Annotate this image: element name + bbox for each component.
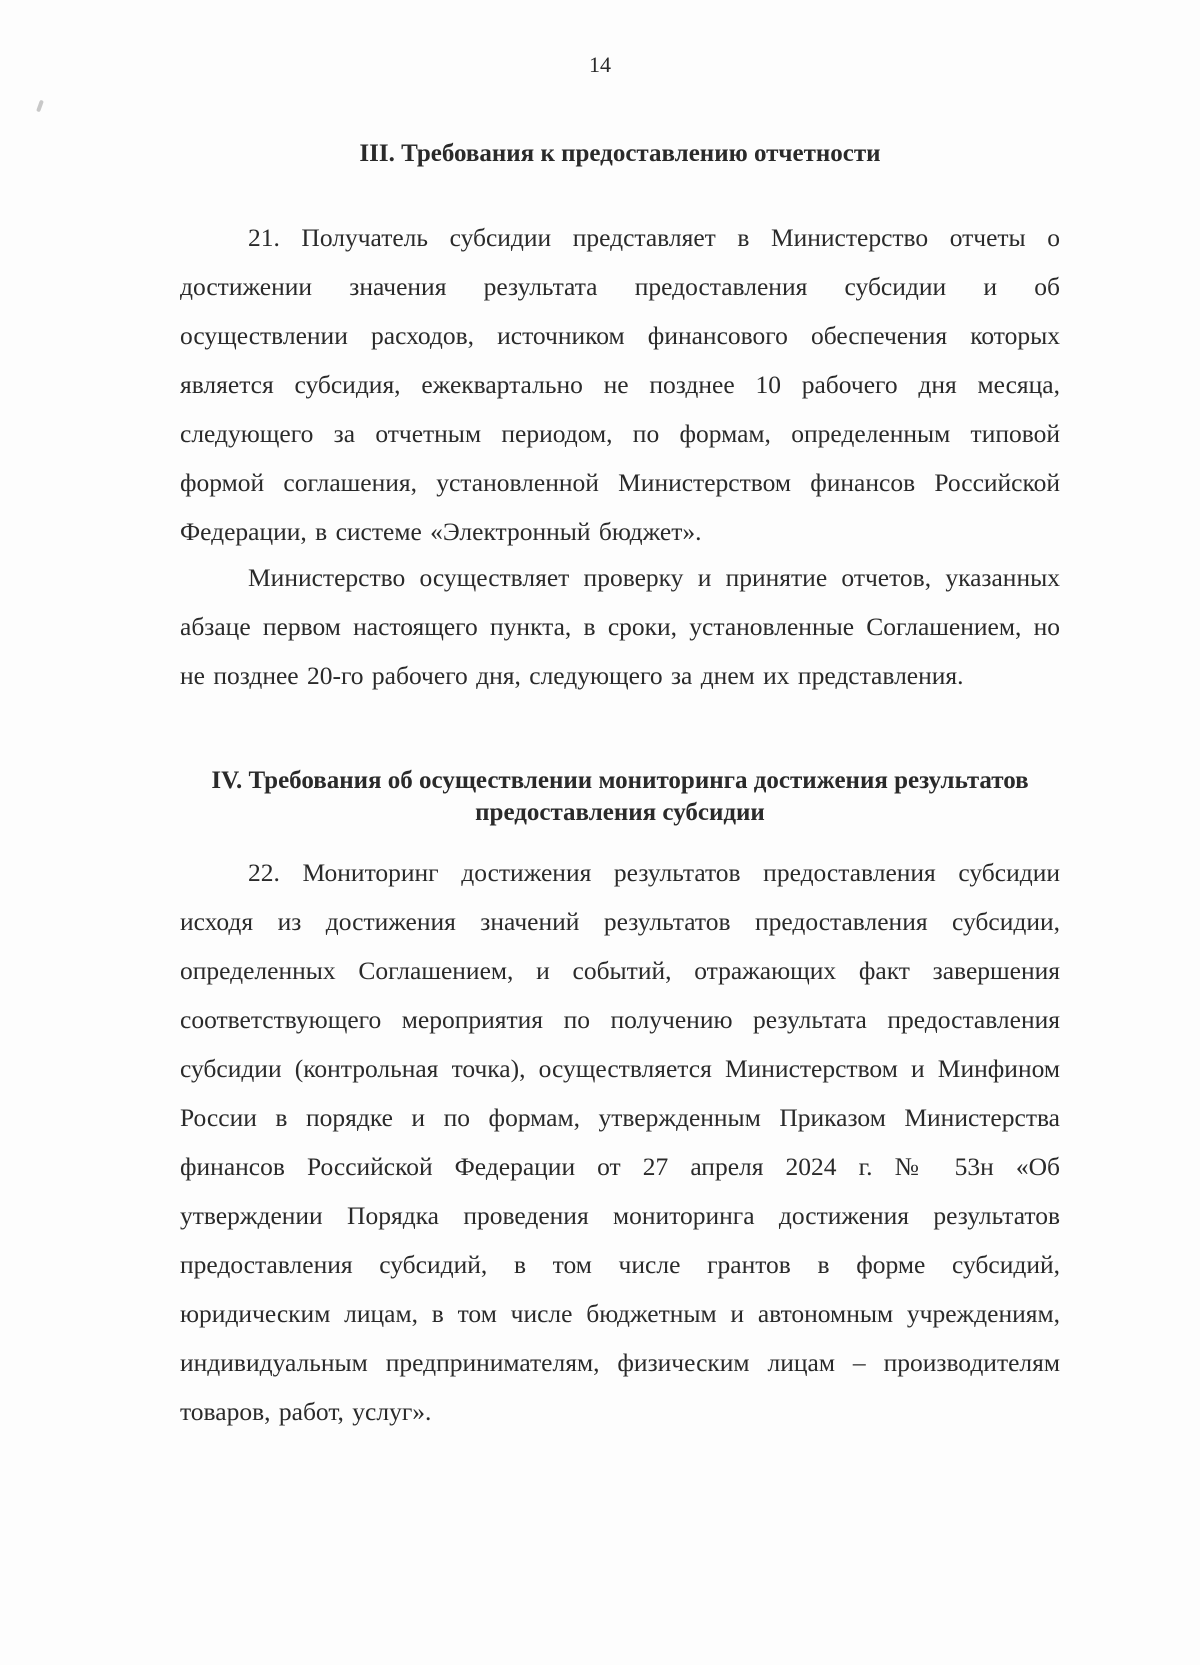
page-number: 14	[589, 52, 611, 77]
scan-speck	[36, 100, 44, 113]
section-title-reporting: III. Требования к предоставлению отчетности	[359, 140, 881, 167]
section-title-monitoring: IV. Требования об осуществлении мониторинга достижения результатов предоставления субсидии	[211, 767, 1029, 826]
paragraph-22: 22. Мониторинг достижения результатов предоставления субсидии исходя из достижения значений результатов предоставления субсидии, определенных Соглашением, и событий, отражающих факт завершения соответствующего мероприятия по получению результата предоставления субсидии (контрольная точка), осуществляется Министерством и Минфином России в порядке и по формам, утвержденным Приказом Министерства финансов Российской Федерации от 27 апреля 2024 г. № 53н «Об утверждении Порядка проведения мониторинга достижения результатов предоставления субсидий, в том числе грантов в форме субсидий, юридическим лицам, в том числе бюджетным и автономным учреждениям, индивидуальным предпринимателям, физическим лицам – производителям товаров, работ, услуг».	[180, 858, 1060, 1426]
paragraph-21-review: Министерство осуществляет проверку и принятие отчетов, указанных абзаце первом настоящего пункта, в сроки, установленные Соглашением, но не позднее 20-го рабочего дня, следующего за днем их представления.	[180, 563, 1060, 690]
paragraph-21: 21. Получатель субсидии представляет в Министерство отчеты о достижении значения результата предоставления субсидии и об осуществлении расходов, источником финансового обеспечения которых является субсидия, ежеквартально не позднее 10 рабочего дня месяца, следующего за отчетным периодом, по формам, определенным типовой формой соглашения, установленной Министерством финансов Российской Федерации, в системе «Электронный бюджет».	[180, 223, 1060, 546]
